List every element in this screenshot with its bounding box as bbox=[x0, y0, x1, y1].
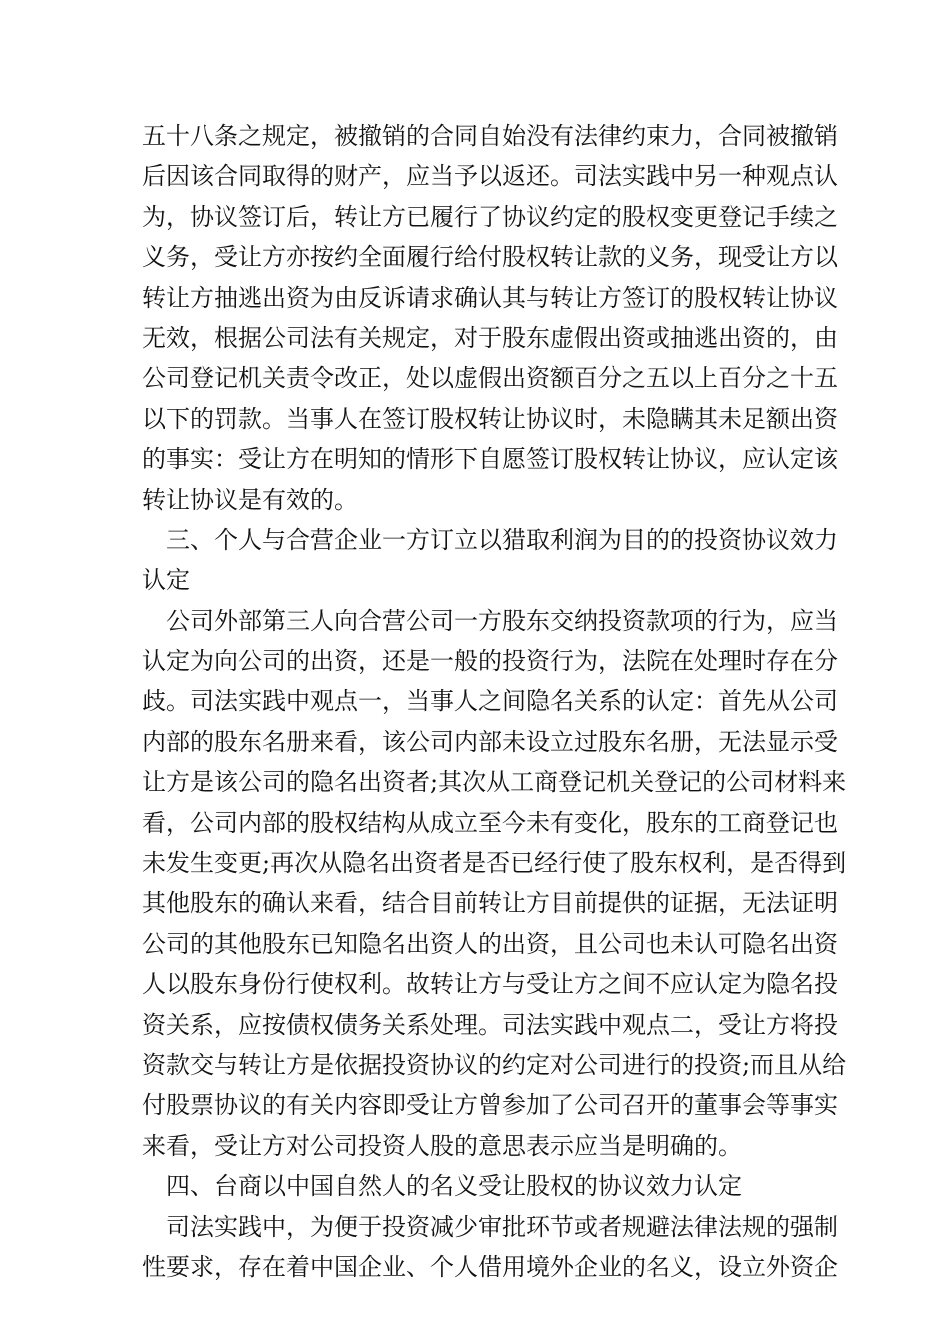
text-line: 资款交与转让方是依据投资协议的约定对公司进行的投资;而且从给 bbox=[142, 1050, 847, 1079]
text-line: 为，协议签订后，转让方已履行了协议约定的股权变更登记手续之 bbox=[142, 202, 838, 231]
text-line: 公司外部第三人向合营公司一方股东交纳投资款项的行为，应当 bbox=[166, 606, 838, 635]
text-line: 歧。司法实践中观点一，当事人之间隐名关系的认定：首先从公司 bbox=[142, 687, 838, 716]
text-line: 未发生变更;再次从隐名出资者是否已经行使了股东权利，是否得到 bbox=[142, 849, 847, 878]
text-line: 后因该合同取得的财产，应当予以返还。司法实践中另一种观点认 bbox=[142, 162, 838, 191]
text-line: 让方是该公司的隐名出资者;其次从工商登记机关登记的公司材料来 bbox=[142, 768, 847, 797]
text-line: 看，公司内部的股权结构从成立至今未有变化，股东的工商登记也 bbox=[142, 808, 838, 837]
text-line: 公司的其他股东已知隐名出资人的出资，且公司也未认可隐名出资 bbox=[142, 929, 838, 958]
text-line: 四、台商以中国自然人的名义受让股权的协议效力认定 bbox=[166, 1172, 742, 1201]
text-line: 来看，受让方对公司投资人股的意思表示应当是明确的。 bbox=[142, 1131, 742, 1160]
text-line: 以下的罚款。当事人在签订股权转让协议时，未隐瞒其未足额出资 bbox=[142, 404, 838, 433]
text-line: 其他股东的确认来看，结合目前转让方目前提供的证据，无法证明 bbox=[142, 889, 838, 918]
text-line: 转让协议是有效的。 bbox=[142, 485, 358, 514]
text-line: 性要求，存在着中国企业、个人借用境外企业的名义，设立外资企 bbox=[142, 1252, 838, 1281]
text-line: 认定为向公司的出资，还是一般的投资行为，法院在处理时存在分 bbox=[142, 647, 838, 676]
text-line: 转让方抽逃出资为由反诉请求确认其与转让方签订的股权转让协议 bbox=[142, 283, 838, 312]
text-line: 人以股东身份行使权利。故转让方与受让方之间不应认定为隐名投 bbox=[142, 970, 838, 999]
text-line: 无效，根据公司法有关规定，对于股东虚假出资或抽逃出资的，由 bbox=[142, 323, 838, 352]
document-body bbox=[142, 116, 847, 1287]
text-line: 义务，受让方亦按约全面履行给付股权转让款的义务，现受让方以 bbox=[142, 243, 838, 272]
text-line: 资关系，应按债权债务关系处理。司法实践中观点二，受让方将投 bbox=[142, 1010, 838, 1039]
text-line: 司法实践中，为便于投资减少审批环节或者规避法律法规的强制 bbox=[166, 1212, 838, 1241]
text-line: 付股票协议的有关内容即受让方曾参加了公司召开的董事会等事实 bbox=[142, 1091, 838, 1120]
text-line: 五十八条之规定，被撤销的合同自始没有法律约束力，合同被撤销 bbox=[142, 122, 838, 150]
text-line: 三、个人与合营企业一方订立以猎取利润为目的的投资协议效力 bbox=[166, 525, 838, 554]
text-line: 的事实：受让方在明知的情形下自愿签订股权转让协议，应认定该 bbox=[142, 445, 838, 474]
text-line: 内部的股东名册来看，该公司内部未设立过股东名册，无法显示受 bbox=[142, 727, 838, 756]
text-line: 公司登记机关责令改正，处以虚假出资额百分之五以上百分之十五 bbox=[142, 364, 838, 393]
text-line: 认定 bbox=[142, 566, 190, 595]
